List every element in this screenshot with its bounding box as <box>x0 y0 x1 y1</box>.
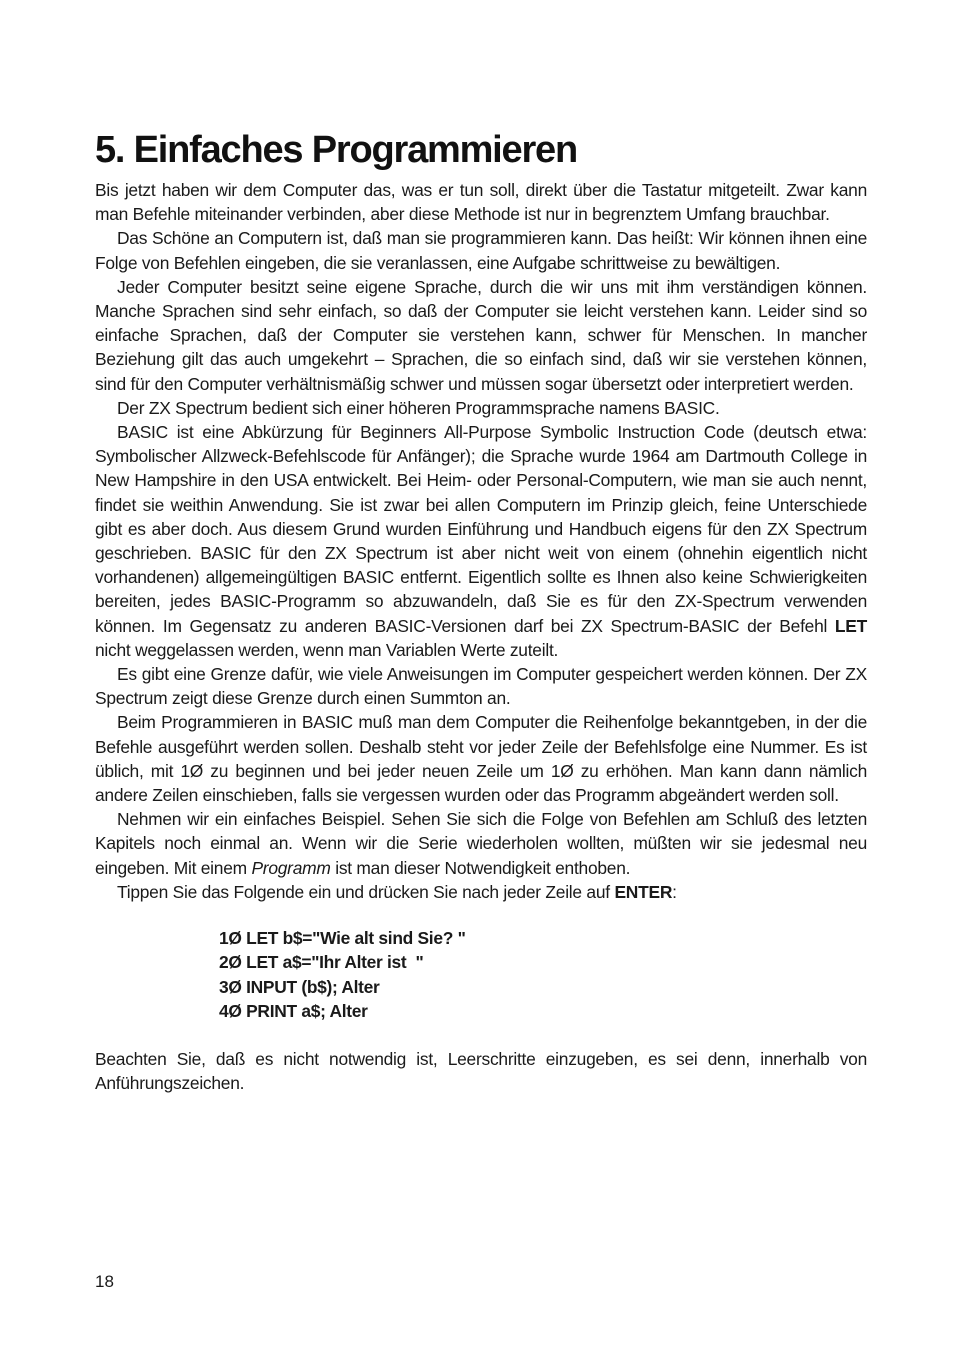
bold-keyword: LET <box>834 615 867 636</box>
paragraph <box>95 396 867 420</box>
text-run: Bis jetzt haben wir dem Computer das, was er tun soll, direkt über die Tastatur mitgeteilt. Zwar kann man Befehle miteinander verbinden, aber diese Methode ist nur in begrenztem Umfang brauchbar. <box>95 180 867 225</box>
text-run: Es gibt eine Grenze dafür, wie viele Anweisungen im Computer gespeichert werden können. Der ZX Spectrum zeigt diese Grenze durch einen Summton an. <box>95 664 867 709</box>
code-line: 2Ø LET a$="Ihr Alter ist " <box>219 952 424 973</box>
text-run: Beim Programmieren in BASIC muß man dem Computer die Reihenfolge bekanntgeben, in der die Befehle ausgeführt werden sollen. Deshalb steht vor jeder Zeile der Befehlsfolge eine Nummer. Es ist üblich, mit 1Ø zu beginnen und bei jeder neuen Zeile um 1Ø zu erhöhen. Man kann dann nämlich andere Zeilen einschieben, falls sie vergessen wurden oder das Programm abgeändert werden soll. <box>95 712 867 806</box>
text-run: Jeder Computer besitzt seine eigene Sprache, durch die wir uns mit ihm verständigen können. Manche Sprachen sind sehr einfach, so daß der Computer sie leicht verstehen kann. Leider sind so einfache Sprachen, daß der Computer sie verstehen kann, schwer für Menschen. In mancher Beziehung gilt das auch umgekehrt – Sprachen, die so einfach sind, daß wir sie verstehen können, sind für den Computer verhältnismäßig schwer und müssen sogar übersetzt oder interpretiert werden. <box>95 276 867 394</box>
paragraph <box>95 662 867 710</box>
paragraph <box>95 226 867 274</box>
code-line: 1Ø LET b$="Wie alt sind Sie? " <box>219 928 466 949</box>
paragraph <box>95 807 867 880</box>
text-run: BASIC ist eine Abkürzung für Beginners All-Purpose Symbolic Instruction Code (deutsch etwa: Symbolischer Allzweck-Befehlscode für Anfänger); die Sprache wurde 1964 am Dartmouth College in New Hampshire in den USA entwickelt. Bei Heim- oder Personal-Computern, wie man sie auch nennt, findet sie weithin Anwendung. Sie ist zwar bei allen Computern im Prinzip gleich, feine Unterschiede gibt es aber doch. Aus diesem Grund wurden Einführung und Handbuch eigens für den ZX Spectrum geschrieben. BASIC für den ZX Spectrum ist aber nicht weit von einem (ohnehin eigentlich nicht vorhandenen) allgemeingültigen BASIC entfernt. Eigentlich sollte es Ihnen also keine Schwierigkeiten bereiten, jedes BASIC-Programm so abzuwandeln, daß Sie es für den ZX-Spectrum verwenden können. Im Gegensatz zu anderen BASIC-Versionen darf bei ZX Spectrum-BASIC der Befehl <box>95 422 867 636</box>
paragraph <box>95 420 867 662</box>
text-run: ist man dieser Notwendigkeit enthoben. <box>330 857 631 878</box>
paragraph <box>95 880 867 904</box>
paragraph <box>95 178 867 226</box>
body-text <box>95 178 867 904</box>
code-line: 3Ø INPUT (b$); Alter <box>219 976 380 997</box>
page-number: 18 <box>95 1272 114 1291</box>
document-page <box>95 128 867 1095</box>
text-run: Der ZX Spectrum bedient sich einer höheren Programmsprache namens BASIC. <box>117 397 720 418</box>
text-run: Das Schöne an Computern ist, daß man sie programmieren kann. Das heißt: Wir können ihnen eine Folge von Befehlen eingeben, die sie veranlassen, eine Aufgabe schrittweise zu bewältigen. <box>95 228 867 273</box>
code-line: 4Ø PRINT a$; Alter <box>219 1000 368 1021</box>
text-run: : <box>672 881 677 902</box>
text-run: Tippen Sie das Folgende ein und drücken Sie nach jeder Zeile auf <box>117 881 615 902</box>
italic-term: Programm <box>251 857 331 878</box>
text-run: Nehmen wir ein einfaches Beispiel. Sehen Sie sich die Folge von Befehlen am Schluß des letzten Kapitels noch einmal an. Wenn wir die Serie wiederholen wollten, müßten wir sie jedesmal neu eingeben. Mit einem <box>95 809 867 878</box>
chapter-heading: 5. Einfaches Programmieren <box>95 129 578 171</box>
code-listing <box>219 926 867 1023</box>
bold-keyword: ENTER <box>614 881 673 902</box>
closing-paragraph: Beachten Sie, daß es nicht notwendig ist, Leerschritte einzugeben, es sei denn, innerhalb von Anführungszeichen. <box>95 1048 867 1094</box>
paragraph <box>95 275 867 396</box>
text-run: nicht weggelassen werden, wenn man Variablen Werte zuteilt. <box>95 639 559 660</box>
paragraph <box>95 710 867 807</box>
